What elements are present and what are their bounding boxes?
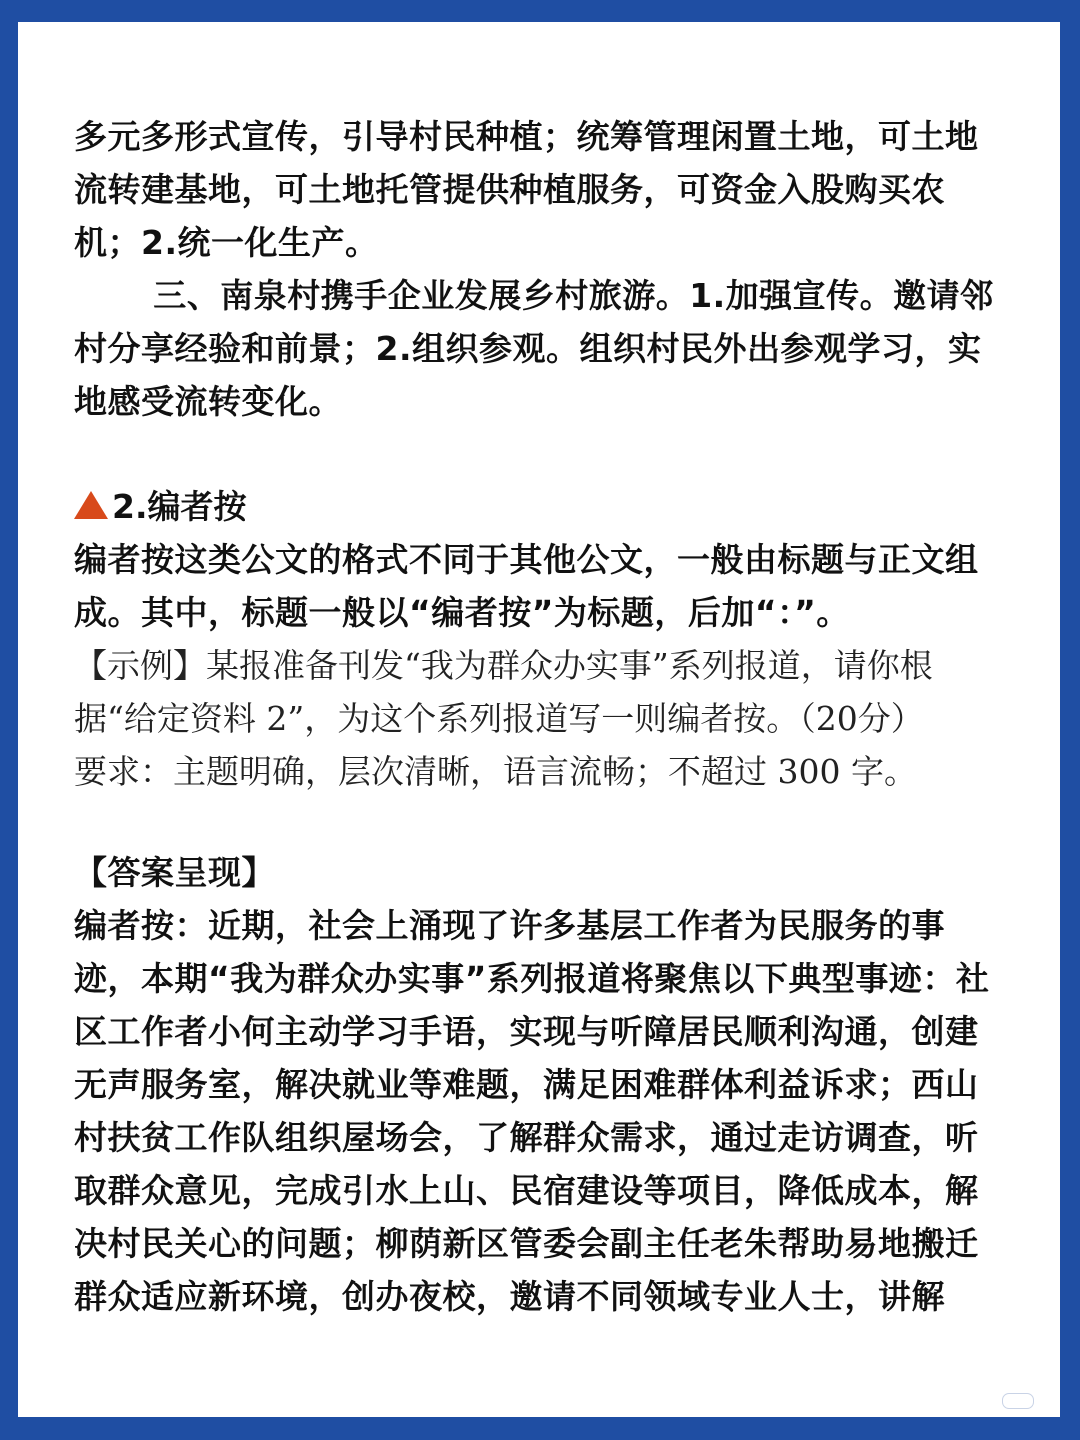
- paragraph-requirement: 要求：主题明确，层次清晰，语言流畅；不超过 300 字。: [74, 752, 917, 791]
- section-heading: [74, 480, 994, 533]
- paragraph-answer: 编者按：近期，社会上涌现了许多基层工作者为民服务的事迹，本期“我为群众办实事”系列报道将聚焦以下典型事迹：社区工作者小何主动学习手语，实现与听障居民顺利沟通，创建无声服务室，解决就业等难题，满足困难群体利益诉求；西山村扶贫工作队组织屋场会，了解群众需求，通过走访调查，听取群众意见，完成引水上山、民宿建设等项目，降低成本，解决村民关心的问题；柳荫新区管委会副主任老朱帮助易地搬迁群众适应新环境，创办夜校，邀请不同领域专业人士，讲解: [74, 906, 990, 1316]
- paragraph-land-transfer: 多元多形式宣传，引导村民种植；统筹管理闲置土地，可土地流转建基地，可土地托管提供种植服务，可资金入股购买农机；2.统一化生产。: [74, 117, 979, 262]
- watermark-logo: [1002, 1393, 1034, 1409]
- spacer: [74, 428, 994, 480]
- document-page: [18, 22, 1060, 1417]
- paragraph-editor-note-format: 编者按这类公文的格式不同于其他公文，一般由标题与正文组成。其中，标题一般以“编者按”为标题，后加“：”。: [74, 540, 979, 632]
- document-content: [74, 110, 994, 1323]
- paragraph-example: 【示例】某报准备刊发“我为群众办实事”系列报道，请你根据“给定资料 2”，为这个系列报道写一则编者按。（20分）: [74, 646, 933, 738]
- answer-heading: 【答案呈现】: [74, 853, 275, 892]
- paragraph-tourism: 三、南泉村携手企业发展乡村旅游。1.加强宣传。邀请邻村分享经验和前景；2.组织参观。组织村民外出参观学习，实地感受流转变化。: [74, 276, 994, 421]
- section-title: 2.编者按: [112, 487, 247, 526]
- spacer: [74, 798, 994, 846]
- red-triangle-icon: [74, 491, 108, 519]
